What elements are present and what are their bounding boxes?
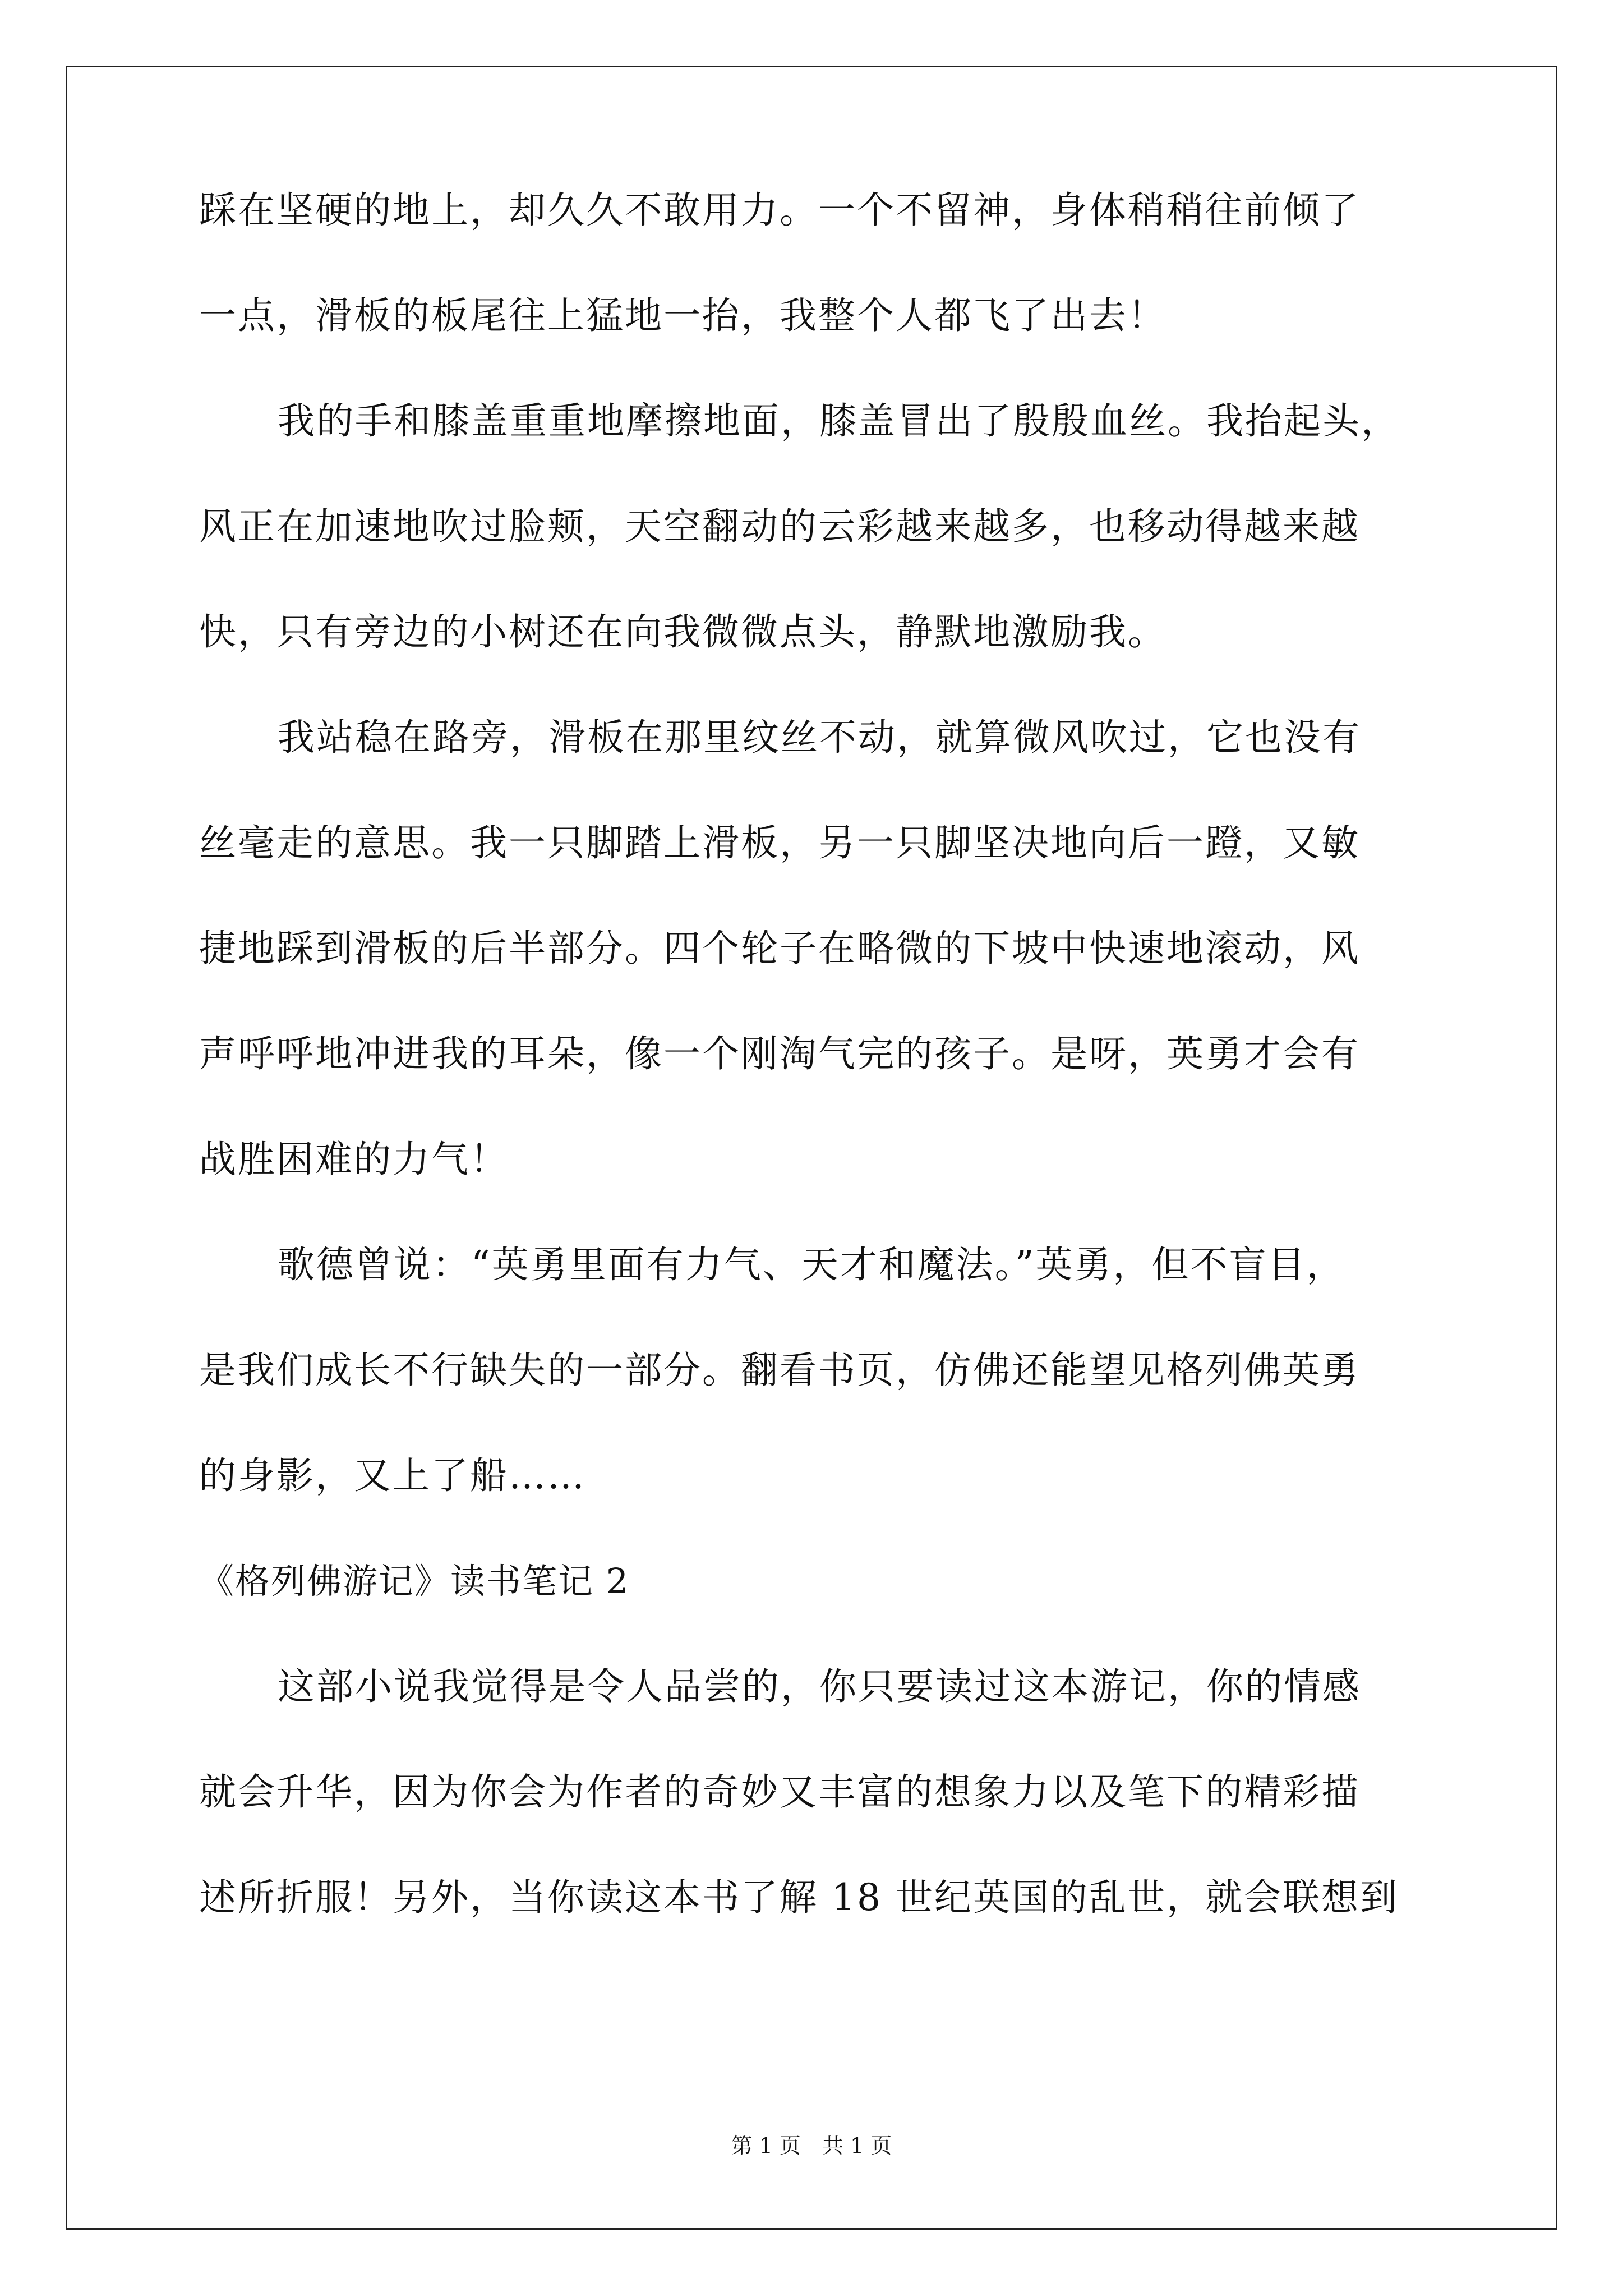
text-line: 的身影，又上了船…… [199,1454,586,1497]
text-line: 一点，滑板的板尾往上猛地一抬，我整个人都飞了出去！ [199,294,1166,337]
paragraph-first-line: 我站稳在路旁，滑板在那里纹丝不动，就算微风吹过，它也没有 [278,716,1361,759]
text-line: 丝毫走的意思。我一只脚踏上滑板，另一只脚坚决地向后一蹬，又敏 [199,821,1360,864]
text-line: 是我们成长不行缺失的一部分。翻看书页，仿佛还能望见格列佛英勇 [199,1349,1360,1392]
page-footer: 第 1 页 共 1 页 [731,2133,892,2158]
text-line: 捷地踩到滑板的后半部分。四个轮子在略微的下坡中快速地滚动，风 [199,927,1360,970]
text-line: 就会升华，因为你会为作者的奇妙又丰富的想象力以及笔下的精彩描 [199,1770,1360,1814]
paragraph-first-line: 我的手和膝盖重重地摩擦地面，膝盖冒出了殷殷血丝。我抬起头， [278,399,1400,443]
text-line: 战胜困难的力气！ [199,1138,509,1181]
paragraph-first-line: 歌德曾说：“英勇里面有力气、天才和魔法。”英勇，但不盲目， [278,1243,1345,1286]
text-line: 快，只有旁边的小树还在向我微微点头，静默地激励我。 [199,610,1166,654]
text-line: 述所折服！另外，当你读这本书了解 18 世纪英国的乱世，就会联想到 [199,1876,1399,1919]
section-heading: 《格列佛游记》读书笔记 2 [199,1561,630,1602]
text-line: 风正在加速地吹过脸颊，天空翻动的云彩越来越多，也移动得越来越 [199,505,1360,548]
text-line: 声呼呼地冲进我的耳朵，像一个刚淘气完的孩子。是呀，英勇才会有 [199,1032,1360,1075]
text-line: 踩在坚硬的地上，却久久不敢用力。一个不留神，身体稍稍往前倾了 [199,188,1360,232]
document-body [199,185,1433,1923]
paragraph-first-line: 这部小说我觉得是令人品尝的，你只要读过这本游记，你的情感 [278,1665,1361,1708]
